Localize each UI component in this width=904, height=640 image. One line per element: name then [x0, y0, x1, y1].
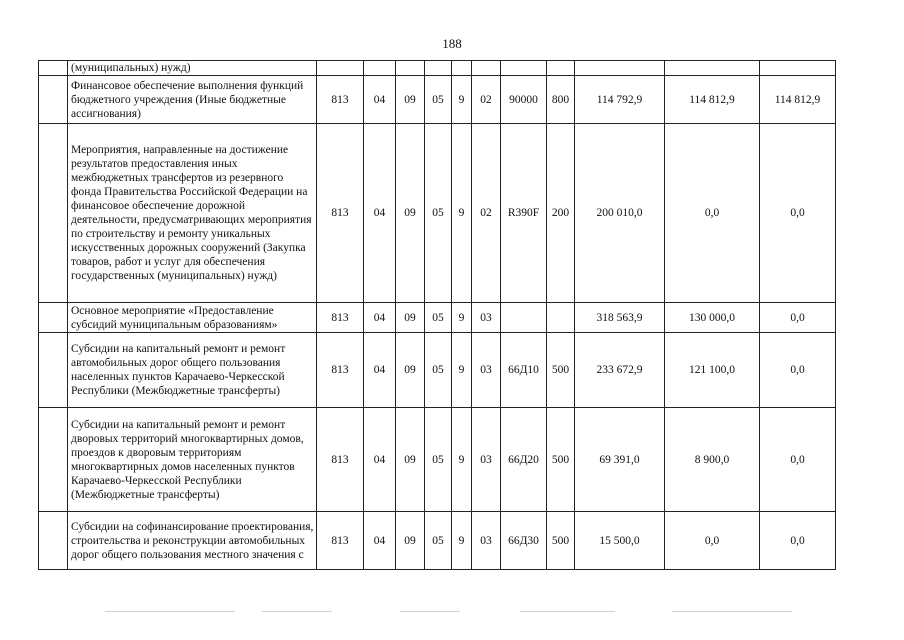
amount-year-3-cell [760, 61, 836, 76]
table-row [39, 512, 836, 570]
amount-year-3-cell: 0,0 [760, 124, 836, 303]
amount-year-2-cell: 0,0 [665, 512, 760, 570]
amount-year-3-cell: 0,0 [760, 333, 836, 408]
expense-type-cell: 800 [547, 76, 575, 124]
activity-cell: 03 [472, 408, 501, 512]
program-cell: 05 [425, 76, 452, 124]
amount-year-1-cell: 114 792,9 [575, 76, 665, 124]
activity-cell: 02 [472, 124, 501, 303]
admin-code-cell: 813 [317, 124, 364, 303]
subprogram-type-cell: 9 [452, 408, 472, 512]
section-cell: 04 [364, 124, 396, 303]
table-row [39, 61, 836, 76]
activity-cell: 03 [472, 512, 501, 570]
subsection-cell [396, 61, 425, 76]
row-number-cell [39, 512, 68, 570]
row-number-cell [39, 408, 68, 512]
page-number: 188 [442, 36, 462, 51]
admin-code-cell [317, 61, 364, 76]
item-name-cell: Субсидии на капитальный ремонт и ремонт автомобильных дорог общего пользования населенных пунктов Карачаево-Черкесской Республики (Межбюджетные трансферты) [68, 333, 317, 408]
activity-cell: 03 [472, 333, 501, 408]
admin-code-cell: 813 [317, 76, 364, 124]
amount-year-2-cell: 130 000,0 [665, 303, 760, 333]
direction-cell: R390F [501, 124, 547, 303]
row-number-cell [39, 333, 68, 408]
amount-year-3-cell: 0,0 [760, 512, 836, 570]
subprogram-type-cell: 9 [452, 512, 472, 570]
item-name-cell: Субсидии на софинансирование проектирования, строительства и реконструкции автомобильных дорог общего пользования местного значения с [68, 512, 317, 570]
amount-year-2-cell: 0,0 [665, 124, 760, 303]
table-row [39, 303, 836, 333]
expense-type-cell: 500 [547, 408, 575, 512]
row-number-cell [39, 303, 68, 333]
amount-year-1-cell: 15 500,0 [575, 512, 665, 570]
section-cell: 04 [364, 512, 396, 570]
subsection-cell: 09 [396, 76, 425, 124]
amount-year-1-cell: 200 010,0 [575, 124, 665, 303]
section-cell [364, 61, 396, 76]
item-name-cell: Субсидии на капитальный ремонт и ремонт дворовых территорий многоквартирных домов, проездов к дворовым территориям многоквартирных домов населенных пунктов Карачаево-Черкесской Республики (Межбюджетные трансферты) [68, 408, 317, 512]
program-cell: 05 [425, 333, 452, 408]
amount-year-2-cell: 8 900,0 [665, 408, 760, 512]
subprogram-type-cell: 9 [452, 76, 472, 124]
program-cell [425, 61, 452, 76]
item-name-cell: Основное мероприятие «Предоставление субсидий муниципальным образованиям» [68, 303, 317, 333]
subsection-cell: 09 [396, 124, 425, 303]
amount-year-1-cell [575, 61, 665, 76]
expense-type-cell: 500 [547, 333, 575, 408]
expense-type-cell [547, 303, 575, 333]
subprogram-type-cell: 9 [452, 333, 472, 408]
row-number-cell [39, 124, 68, 303]
admin-code-cell: 813 [317, 408, 364, 512]
item-name-cell: Финансовое обеспечение выполнения функций бюджетного учреждения (Иные бюджетные ассигнования) [68, 76, 317, 124]
expense-type-cell [547, 61, 575, 76]
expense-type-cell: 500 [547, 512, 575, 570]
amount-year-3-cell: 114 812,9 [760, 76, 836, 124]
direction-cell: 66Д10 [501, 333, 547, 408]
item-name-cell: Мероприятия, направленные на достижение результатов предоставления иных межбюджетных трансфертов из резервного фонда Правительства Российской Федерации на финансовое обеспечение дорожной деятельности, предусматривающих мероприятия по строительству и ремонту уникальных искусственных дорожных сооружений (Закупка товаров, работ и услуг для обеспечения государственных (муниципальных) нужд) [68, 124, 317, 303]
program-cell: 05 [425, 303, 452, 333]
direction-cell: 66Д30 [501, 512, 547, 570]
amount-year-2-cell: 114 812,9 [665, 76, 760, 124]
subsection-cell: 09 [396, 303, 425, 333]
section-cell: 04 [364, 76, 396, 124]
direction-cell: 90000 [501, 76, 547, 124]
row-number-cell [39, 61, 68, 76]
subprogram-type-cell: 9 [452, 124, 472, 303]
admin-code-cell: 813 [317, 303, 364, 333]
amount-year-3-cell: 0,0 [760, 408, 836, 512]
program-cell: 05 [425, 124, 452, 303]
amount-year-3-cell: 0,0 [760, 303, 836, 333]
direction-cell [501, 303, 547, 333]
table-row [39, 408, 836, 512]
amount-year-2-cell [665, 61, 760, 76]
table-row [39, 124, 836, 303]
amount-year-1-cell: 318 563,9 [575, 303, 665, 333]
table-row [39, 333, 836, 408]
program-cell: 05 [425, 512, 452, 570]
subprogram-type-cell [452, 61, 472, 76]
expense-type-cell: 200 [547, 124, 575, 303]
item-name-cell: (муниципальных) нужд) [68, 61, 317, 76]
direction-cell: 66Д20 [501, 408, 547, 512]
subsection-cell: 09 [396, 333, 425, 408]
subprogram-type-cell: 9 [452, 303, 472, 333]
amount-year-1-cell: 233 672,9 [575, 333, 665, 408]
table-row [39, 76, 836, 124]
activity-cell: 03 [472, 303, 501, 333]
admin-code-cell: 813 [317, 333, 364, 408]
activity-cell: 02 [472, 76, 501, 124]
amount-year-2-cell: 121 100,0 [665, 333, 760, 408]
activity-cell [472, 61, 501, 76]
program-cell: 05 [425, 408, 452, 512]
direction-cell [501, 61, 547, 76]
subsection-cell: 09 [396, 408, 425, 512]
amount-year-1-cell: 69 391,0 [575, 408, 665, 512]
section-cell: 04 [364, 408, 396, 512]
section-cell: 04 [364, 333, 396, 408]
admin-code-cell: 813 [317, 512, 364, 570]
row-number-cell [39, 76, 68, 124]
section-cell: 04 [364, 303, 396, 333]
subsection-cell: 09 [396, 512, 425, 570]
budget-table [38, 60, 836, 570]
